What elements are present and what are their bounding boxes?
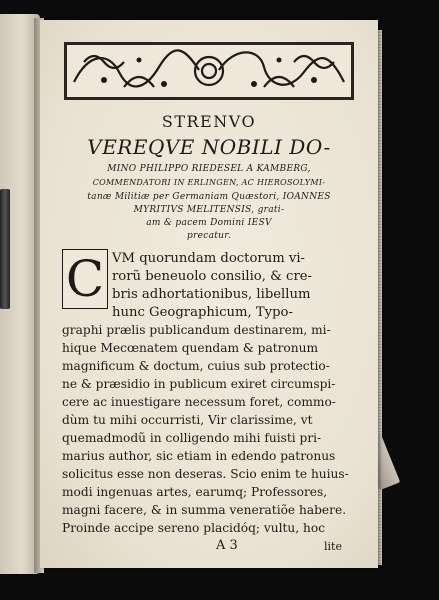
body-line: quemadmodũ in colligendo mihi fuisti pri- — [62, 431, 322, 445]
recto-page — [40, 20, 378, 568]
dedication-line: am & pacem Domini IESV — [146, 218, 272, 228]
body-line: hique Mecœnatem quendam & patronum — [62, 341, 319, 355]
body-line: modi ingenuas artes, earumq; Professores, — [62, 485, 328, 499]
dedication-line: COMMENDATORI IN ERLINGEN, AC HIEROSOLYMI- — [92, 178, 326, 187]
body-line: hunc Geographicum, Typo- — [112, 305, 293, 320]
dedication-line: MINO PHILIPPO RIEDESEL A KAMBERG, — [107, 164, 311, 174]
drop-cap-letter: C — [65, 250, 105, 308]
body-line: cere ac inuestigare necessum foret, commo- — [62, 395, 336, 409]
dedication-line: precatur. — [186, 231, 232, 241]
body-line: magnificum & doctum, cuius sub protectio- — [62, 359, 330, 373]
dedication-line: tanæ Militiæ per Germaniam Quæstori, IOANNES — [87, 192, 331, 202]
drop-cap-initial — [62, 249, 108, 309]
body-line: graphi prælis publicandum destinarem, mi- — [62, 323, 331, 337]
body-line: Proinde accipe sereno placidóq; vultu, hoc — [62, 521, 326, 535]
headpiece-ornament — [64, 42, 354, 100]
dedication-title: STRENVO — [161, 112, 257, 131]
dedication-line: MYRITIVS MELITENSIS, grati- — [133, 205, 285, 215]
body-line: VM quorundam doctorum vi- — [112, 251, 306, 266]
body-line: bris adhortationibus, libellum — [112, 287, 311, 302]
body-line: rorũ beneuolo consilio, & cre- — [112, 269, 313, 284]
body-line: marius author, sic etiam in edendo patronus — [62, 449, 336, 463]
body-line: magni facere, & in summa veneratiõe habere. — [62, 503, 347, 517]
catchword: lite — [324, 540, 342, 553]
book-clip — [0, 189, 10, 309]
body-line: ne & præsidio in publicum exiret circumspi- — [62, 377, 336, 391]
body-line: dùm tu mihi occurristi, Vir clarissime, vt — [62, 413, 313, 427]
dedication-subtitle: VEREQVE NOBILI DO- — [87, 135, 331, 159]
body-line: solicitus esse non deseras. Scio enim te huius- — [62, 467, 349, 481]
signature-mark: A 3 — [216, 538, 238, 553]
